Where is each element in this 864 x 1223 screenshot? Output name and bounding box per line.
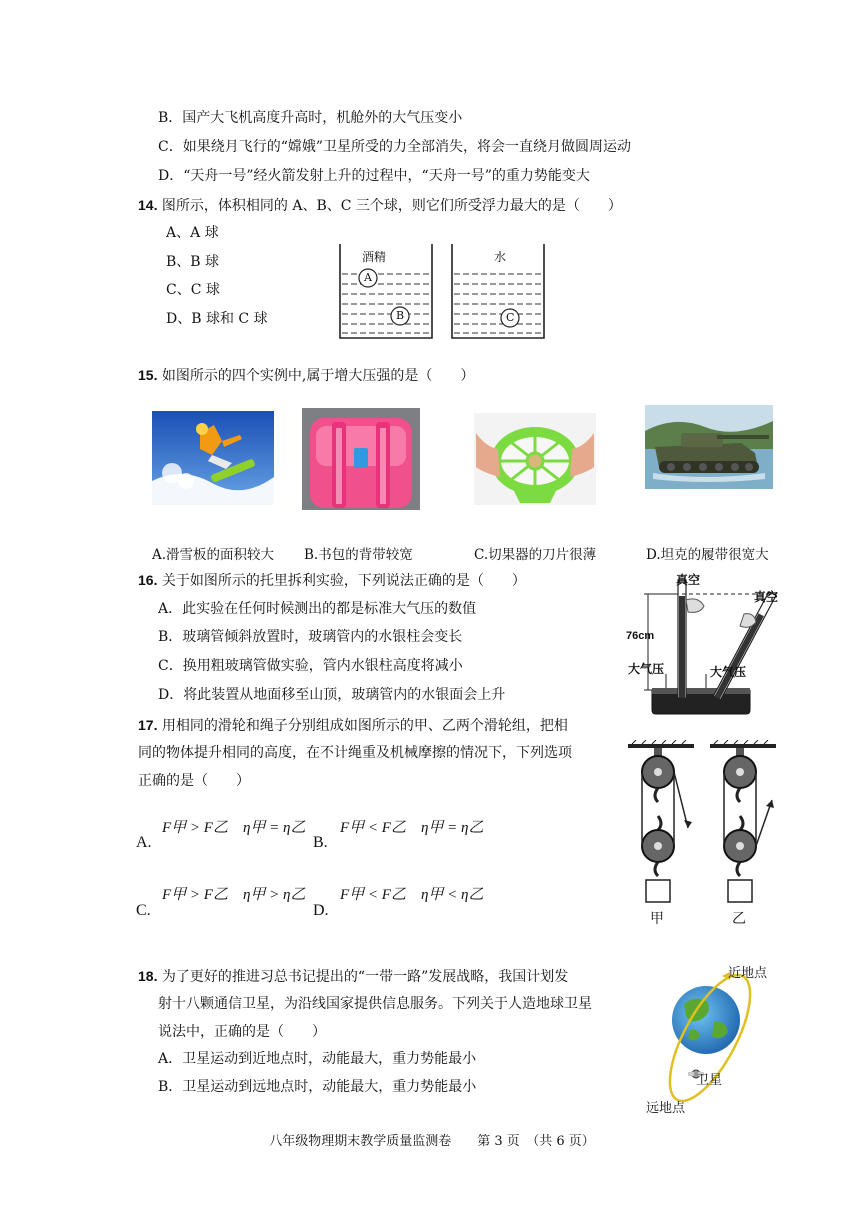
- q17-number: 17.: [138, 717, 158, 733]
- ceiling-yi: [710, 740, 776, 748]
- snowboard-photo: [152, 411, 274, 505]
- q15-caption-c: C.切果器的刀片很薄: [474, 547, 597, 563]
- q15-stem-line: [138, 365, 474, 386]
- q15-number: 15.: [138, 367, 158, 383]
- atm-label-1: 大气压: [628, 662, 665, 676]
- footer-title: 八年级物理期末教学质量监测卷: [269, 1134, 452, 1149]
- q17-formula-c: F甲 > F乙 η甲 > η乙: [162, 887, 306, 903]
- q17-stem-line-1: [138, 715, 568, 736]
- ceiling-jia: [628, 740, 694, 748]
- atm-label-2: 大气压: [710, 665, 747, 679]
- page-footer: [0, 1130, 864, 1149]
- q17-label-c: C.: [136, 902, 151, 919]
- perigee-label: 近地点: [728, 966, 768, 981]
- satellite-label: 卫星: [696, 1073, 723, 1088]
- q16-option-b: B．玻璃管倾斜放置时，玻璃管内的水银柱会变长: [158, 629, 463, 645]
- q17-label-a: A.: [136, 834, 152, 851]
- q14-option-a: A、A 球: [166, 225, 219, 241]
- q17-label-d: D.: [313, 902, 329, 919]
- q14-option-d: D、B 球和 C 球: [166, 311, 268, 327]
- q15-stem: 如图所示的四个实例中,属于增大压强的是（ ）: [161, 368, 475, 384]
- pulley-systems-figure: [626, 740, 786, 916]
- fruit-cutter-photo: [474, 413, 596, 505]
- footer-page: 第 3 页 （共 6 页）: [477, 1134, 595, 1149]
- q13-option-c: C．如果绕月飞行的“嫦娥”卫星所受的力全部消失，将会一直绕月做圆周运动: [158, 139, 632, 155]
- q18-stem-line-2: 射十八颗通信卫星，为沿线国家提供信息服务。下列关于人造地球卫星: [158, 996, 592, 1012]
- height-76cm-label: 76cm: [626, 630, 655, 642]
- ball-b-label: B: [396, 309, 405, 322]
- q14-stem-line: [138, 195, 622, 216]
- q18-stem-1: 为了更好的推进习总书记提出的“一带一路”发展战略，我国计划发: [161, 969, 569, 985]
- vacuum-label-2: 真空: [754, 590, 779, 604]
- q14-stem: 图所示，体积相同的 A、B、C 三个球，则它们所受浮力最大的是（ ）: [161, 198, 622, 214]
- q18-option-b: B．卫星运动到远地点时，动能最大，重力势能最小: [158, 1079, 477, 1095]
- ball-a-label: A: [364, 271, 372, 284]
- q13-option-b: B．国产大飞机高度升高时，机舱外的大气压变小: [158, 110, 463, 126]
- q14-option-c: C、C 球: [166, 282, 220, 298]
- q16-stem-line: [138, 570, 526, 591]
- apogee-label: 远地点: [646, 1101, 686, 1116]
- q17-stem-1: 用相同的滑轮和绳子分别组成如图所示的甲、乙两个滑轮组，把相: [161, 718, 568, 734]
- pulley-label-jia: 甲: [650, 911, 664, 927]
- q17-formula-b: F甲 < F乙 η甲 = η乙: [340, 820, 484, 836]
- alcohol-label: 酒精: [362, 250, 387, 264]
- pulley-label-yi: 乙: [732, 911, 746, 927]
- q16-option-a: A．此实验在任何时候测出的都是标准大气压的数值: [158, 601, 477, 617]
- q18-stem-line-1: [138, 966, 568, 987]
- q18-stem-line-3: 说法中，正确的是（ ）: [158, 1024, 326, 1040]
- q16-number: 16.: [138, 572, 158, 588]
- q17-stem-line-3: 正确的是（ ）: [138, 773, 250, 789]
- water-label: 水: [494, 250, 507, 264]
- vacuum-label-1: 真空: [676, 573, 701, 587]
- q15-caption-a: A.滑雪板的面积较大: [152, 547, 275, 563]
- q17-formula-a: F甲 > F乙 η甲 = η乙: [162, 820, 306, 836]
- q17-label-b: B.: [313, 834, 328, 851]
- q17-formula-d: F甲 < F乙 η甲 < η乙: [340, 887, 484, 903]
- q15-caption-d: D.坦克的履带很宽大: [646, 547, 769, 563]
- q18-number: 18.: [138, 968, 158, 984]
- q15-caption-b: B.书包的背带较宽: [304, 547, 413, 563]
- q16-option-c: C．换用粗玻璃管做实验，管内水银柱高度将减小: [158, 658, 463, 674]
- q18-option-a: A．卫星运动到近地点时，动能最大，重力势能最小: [158, 1051, 477, 1067]
- ball-c-label: C: [506, 311, 515, 324]
- tank-photo: [645, 405, 773, 489]
- q14-option-b: B、B 球: [166, 254, 220, 270]
- q16-option-d: D．将此装置从地面移至山顶，玻璃管内的水银面会上升: [158, 687, 506, 703]
- backpack-photo: [302, 408, 420, 510]
- q17-stem-line-2: 同的物体提升相同的高度，在不计绳重及机械摩擦的情况下，下列选项: [138, 745, 572, 761]
- satellite-orbit-figure: [640, 964, 780, 1114]
- q16-stem: 关于如图所示的托里拆利实验，下列说法正确的是（ ）: [161, 573, 526, 589]
- q14-number: 14.: [138, 197, 158, 213]
- q13-option-d: D．“天舟一号”经火箭发射上升的过程中，“天舟一号”的重力势能变大: [158, 168, 590, 184]
